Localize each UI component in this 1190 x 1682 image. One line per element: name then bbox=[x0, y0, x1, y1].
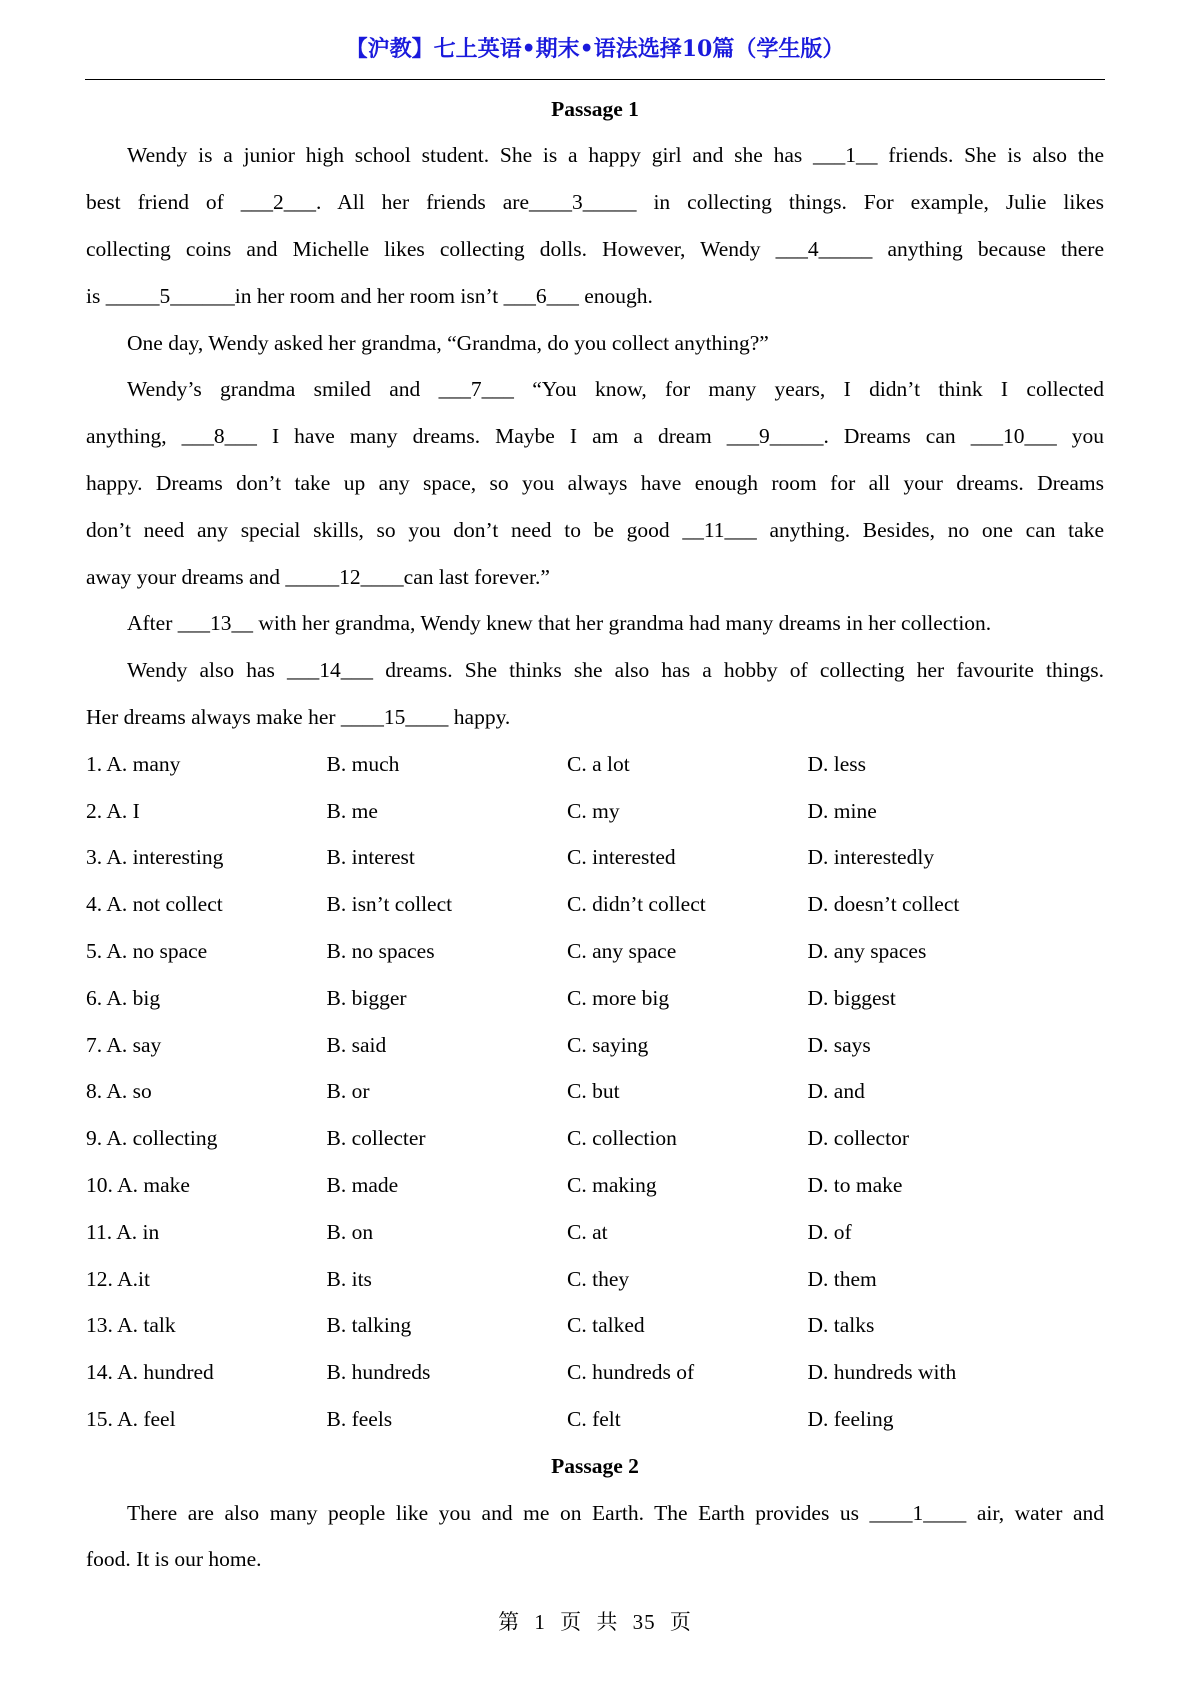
paragraph-line: After ___13__ with her grandma, Wendy knew that her grandma had many dreams in her collection. bbox=[127, 611, 992, 636]
paragraph-line: Her dreams always make her ____15____ happy. bbox=[86, 704, 511, 729]
option-choice: 1. A. many bbox=[86, 751, 181, 776]
paragraph-line: Wendy also has ___14___ dreams. She thinks she also has a hobby of collecting her favourite things. bbox=[127, 658, 1104, 683]
passage-1-heading: Passage 1 bbox=[551, 96, 639, 121]
option-choice: 11. A. in bbox=[86, 1219, 160, 1244]
option-choice: D. interestedly bbox=[807, 845, 935, 870]
answer-options bbox=[86, 741, 1104, 1443]
option-choice: 9. A. collecting bbox=[86, 1126, 218, 1151]
option-choice: D. hundreds with bbox=[807, 1360, 957, 1385]
paragraph-line: There are also many people like you and me on Earth. The Earth provides us ____1____ air, water and bbox=[127, 1500, 1104, 1525]
question-options-row bbox=[86, 1349, 1104, 1396]
option-choice: B. or bbox=[326, 1079, 370, 1104]
question-options-row bbox=[86, 1162, 1104, 1209]
option-choice: 4. A. not collect bbox=[86, 892, 223, 917]
option-choice: C. talked bbox=[567, 1313, 645, 1338]
option-choice: D. biggest bbox=[807, 985, 896, 1010]
option-choice: D. any spaces bbox=[807, 938, 927, 963]
paragraph-line: don’t need any special skills, so you don’t need to be good __11___ anything. Besides, no one can take bbox=[86, 517, 1104, 542]
option-choice: 13. A. talk bbox=[86, 1313, 176, 1338]
option-choice: D. mine bbox=[807, 798, 877, 823]
paragraph-line: happy. Dreams don’t take up any space, so you always have enough room for all your dreams. Dreams bbox=[86, 470, 1104, 495]
option-choice: D. less bbox=[807, 751, 867, 776]
option-choice: 5. A. no space bbox=[86, 938, 208, 963]
option-choice: D. to make bbox=[807, 1172, 903, 1197]
option-choice: B. bigger bbox=[326, 985, 407, 1010]
paragraph-line: Wendy is a junior high school student. She is a happy girl and she has ___1__ friends. She is also the bbox=[127, 143, 1104, 168]
option-choice: B. made bbox=[326, 1172, 399, 1197]
option-choice: B. talking bbox=[326, 1313, 412, 1338]
option-choice: C. saying bbox=[567, 1032, 649, 1057]
question-options-row bbox=[86, 881, 1104, 928]
question-options-row bbox=[86, 1396, 1104, 1443]
page-number: 第 1 页 共 35 页 bbox=[498, 1610, 692, 1634]
option-choice: C. making bbox=[567, 1172, 657, 1197]
option-choice: C. at bbox=[567, 1219, 608, 1244]
option-choice: B. its bbox=[326, 1266, 372, 1291]
option-choice: B. collecter bbox=[326, 1126, 426, 1151]
paragraph-line: collecting coins and Michelle likes collecting dolls. However, Wendy ___4_____ anything because there bbox=[86, 236, 1104, 261]
option-choice: C. my bbox=[567, 798, 620, 823]
question-options-row bbox=[86, 788, 1104, 835]
option-choice: C. a lot bbox=[567, 751, 630, 776]
question-options-row bbox=[86, 1256, 1104, 1303]
question-options-row bbox=[86, 1209, 1104, 1256]
paragraph-line: One day, Wendy asked her grandma, “Grandma, do you collect anything?” bbox=[127, 330, 769, 355]
option-choice: C. interested bbox=[567, 845, 676, 870]
option-choice: 3. A. interesting bbox=[86, 845, 224, 870]
header-divider bbox=[85, 79, 1105, 80]
option-choice: D. collector bbox=[807, 1126, 909, 1151]
question-options-row bbox=[86, 1022, 1104, 1069]
option-choice: C. any space bbox=[567, 938, 677, 963]
document-title: 【沪教】七上英语•期末•语法选择10篇（学生版） bbox=[345, 36, 845, 62]
option-choice: B. interest bbox=[326, 845, 415, 870]
option-choice: B. feels bbox=[326, 1406, 393, 1431]
option-choice: 15. A. feel bbox=[86, 1406, 176, 1431]
option-choice: D. them bbox=[807, 1266, 877, 1291]
option-choice: C. collection bbox=[567, 1126, 677, 1151]
option-choice: C. more big bbox=[567, 985, 670, 1010]
paragraph-line: Wendy’s grandma smiled and ___7___ “You know, for many years, I didn’t think I collected bbox=[127, 377, 1104, 402]
question-options-row bbox=[86, 975, 1104, 1022]
option-choice: 6. A. big bbox=[86, 985, 161, 1010]
option-choice: 7. A. say bbox=[86, 1032, 162, 1057]
paragraph-line: best friend of ___2___. All her friends are____3_____ in collecting things. For example, Julie likes bbox=[86, 190, 1104, 215]
option-choice: 12. A.it bbox=[86, 1266, 150, 1291]
paragraph-line: anything, ___8___ I have many dreams. Maybe I am a dream ___9_____. Dreams can ___10___ you bbox=[86, 424, 1104, 449]
question-options-row bbox=[86, 1115, 1104, 1162]
option-choice: 14. A. hundred bbox=[86, 1360, 214, 1385]
option-choice: C. hundreds of bbox=[567, 1360, 695, 1385]
option-choice: B. isn’t collect bbox=[326, 892, 453, 917]
paragraph-line: is _____5______in her room and her room isn’t ___6___ enough. bbox=[86, 283, 653, 308]
question-options-row bbox=[86, 1302, 1104, 1349]
option-choice: D. of bbox=[807, 1219, 852, 1244]
option-choice: D. doesn’t collect bbox=[807, 892, 960, 917]
passage-2-heading: Passage 2 bbox=[551, 1453, 639, 1478]
option-choice: B. hundreds bbox=[326, 1360, 431, 1385]
option-choice: C. but bbox=[567, 1079, 620, 1104]
option-choice: D. and bbox=[807, 1079, 865, 1104]
option-choice: B. much bbox=[326, 751, 400, 776]
paragraph-line: food. It is our home. bbox=[86, 1547, 262, 1572]
option-choice: 8. A. so bbox=[86, 1079, 152, 1104]
option-choice: D. talks bbox=[807, 1313, 875, 1338]
option-choice: C. felt bbox=[567, 1406, 621, 1431]
option-choice: B. said bbox=[326, 1032, 387, 1057]
option-choice: 10. A. make bbox=[86, 1172, 190, 1197]
question-options-row bbox=[86, 1068, 1104, 1115]
option-choice: C. they bbox=[567, 1266, 630, 1291]
option-choice: D. says bbox=[807, 1032, 871, 1057]
paragraph-line: away your dreams and _____12____can last forever.” bbox=[86, 564, 550, 589]
option-choice: B. no spaces bbox=[326, 938, 435, 963]
option-choice: B. me bbox=[326, 798, 378, 823]
document-body bbox=[86, 86, 1104, 1584]
option-choice: B. on bbox=[326, 1219, 374, 1244]
option-choice: D. feeling bbox=[807, 1406, 894, 1431]
option-choice: C. didn’t collect bbox=[567, 892, 706, 917]
question-options-row bbox=[86, 928, 1104, 975]
question-options-row bbox=[86, 834, 1104, 881]
option-choice: 2. A. I bbox=[86, 798, 140, 823]
question-options-row bbox=[86, 741, 1104, 788]
